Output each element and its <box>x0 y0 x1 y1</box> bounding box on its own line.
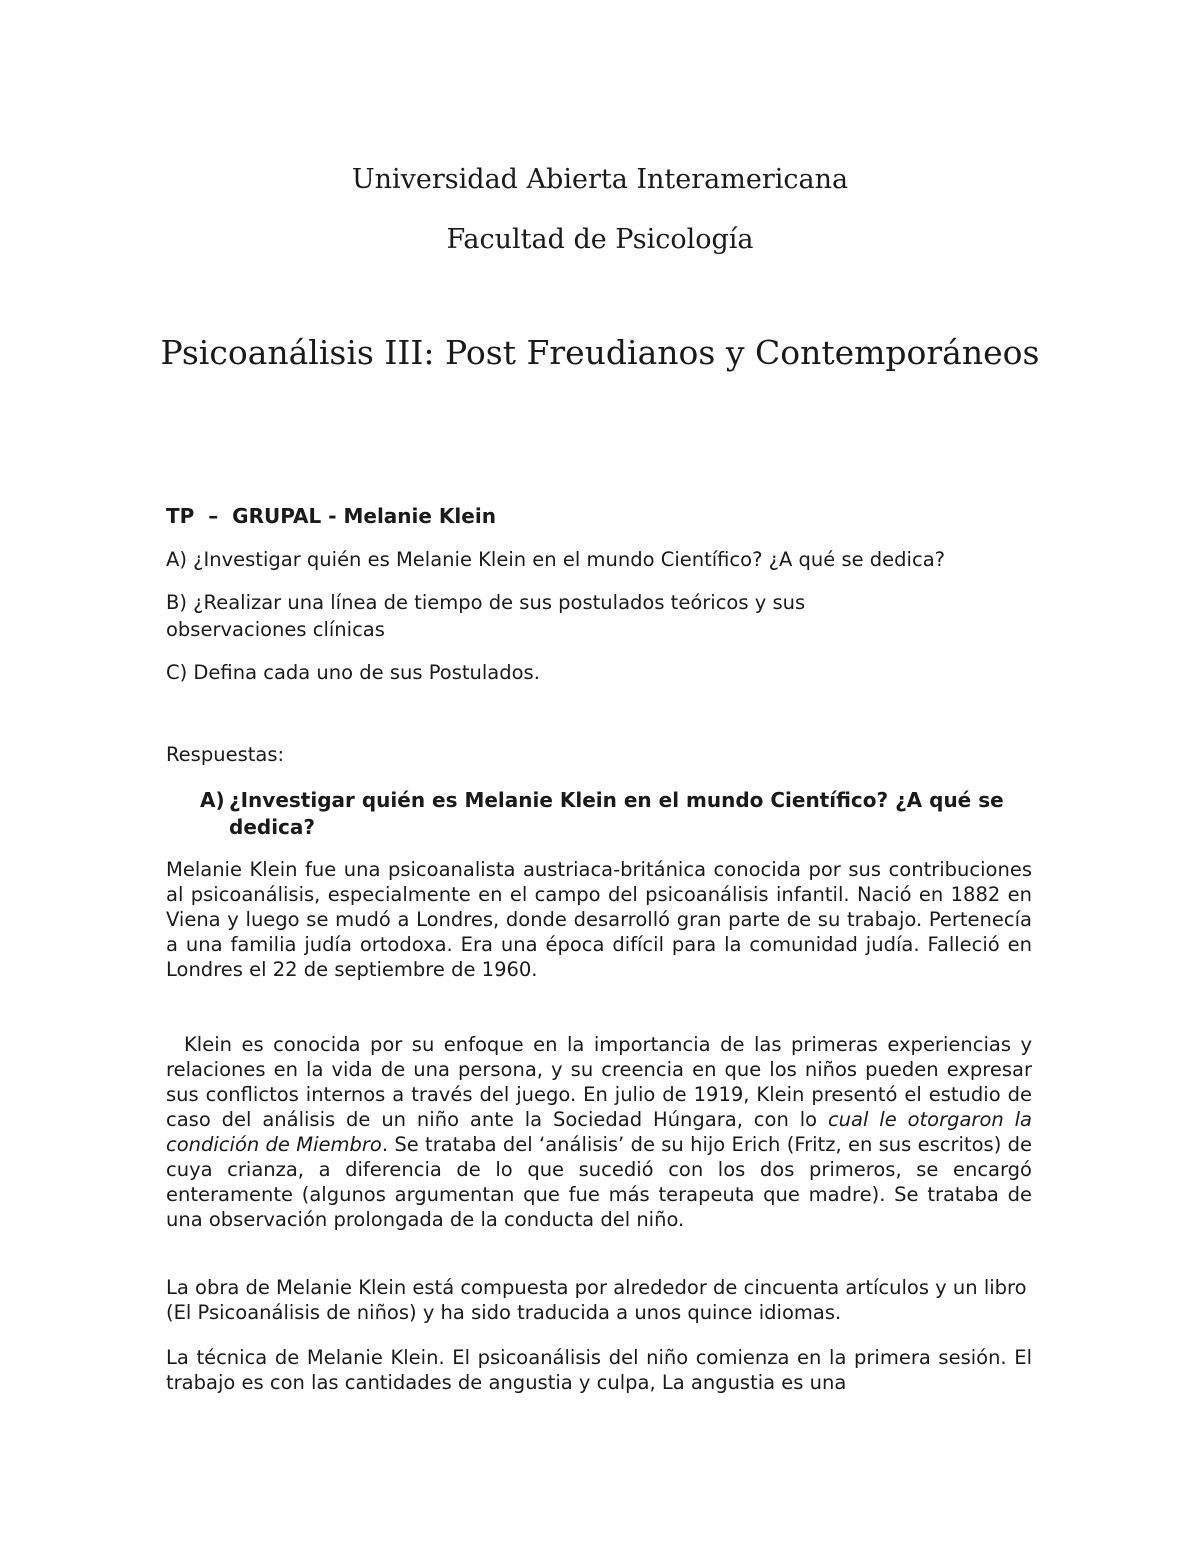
university-name: Universidad Abierta Interamericana <box>351 164 849 195</box>
paragraph-approach-start: Klein es conocida por su enfoque en la importancia de las primeras experiencias y relaciones en la vida de una persona, y su creencia en que los niños pueden expresar sus conflictos internos a través del juego. En julio de 1919, Klein presentó el estudio de caso del análisis de un niño ante la Sociedad Húngara, con lo <box>166 1033 1032 1131</box>
paragraph-biography: Melanie Klein fue una psicoanalista austriaca-británica conocida por sus contribuciones al psicoanálisis, especialmente en el campo del psicoanálisis infantil. Nació en 1882 en Viena y luego se mudó a Londres, donde desarrolló gran parte de su trabajo. Pertenecía a una familia judía ortodoxa. Era una época difícil para la comunidad judía. Falleció en Londres el 22 de septiembre de 1960. <box>166 858 1032 981</box>
answer-a-heading-text: ¿Investigar quién es Melanie Klein en el mundo Científico? ¿A qué se dedica? <box>229 788 1004 839</box>
question-a: A) ¿Investigar quién es Melanie Klein en el mundo Científico? ¿A qué se dedica? <box>166 548 946 571</box>
question-b: B) ¿Realizar una línea de tiempo de sus postulados teóricos y sus observaciones clínicas <box>166 591 806 641</box>
paragraph-approach <box>166 1032 1032 1232</box>
paragraph-approach-end: . Se trataba del ‘análisis’ de su hijo Erich (Fritz, en sus escritos) de cuya crianza, a diferencia de lo que sucedió con los dos primeros, se encargó enteramente (algunos argumentan que fue más terapeuta que madre). Se trataba de una observación prolongada de la conducta del niño. <box>166 1133 1032 1231</box>
answers-label: Respuestas: <box>166 743 285 766</box>
faculty-name: Facultad de Psicología <box>446 224 754 255</box>
assignment-title: TP – GRUPAL - Melanie Klein <box>166 504 496 528</box>
paragraph-technique: La técnica de Melanie Klein. El psicoanálisis del niño comienza en la primera sesión. El trabajo es con las cantidades de angustia y culpa, La angustia es una <box>166 1346 1032 1394</box>
question-c: C) Defina cada uno de sus Postulados. <box>166 661 540 684</box>
paragraph-approach-italic: cual le otorgaron la condición de Miembro <box>166 1108 1032 1156</box>
answer-a-heading <box>200 787 1020 841</box>
paragraph-works: La obra de Melanie Klein está compuesta por alrededor de cincuenta artículos y un libro (El Psicoanálisis de niños) y ha sido traducida a unos quince idiomas. <box>166 1276 1027 1324</box>
course-title: Psicoanálisis III: Post Freudianos y Contemporáneos <box>160 333 1040 372</box>
answer-a-heading-label: A) <box>200 788 225 812</box>
